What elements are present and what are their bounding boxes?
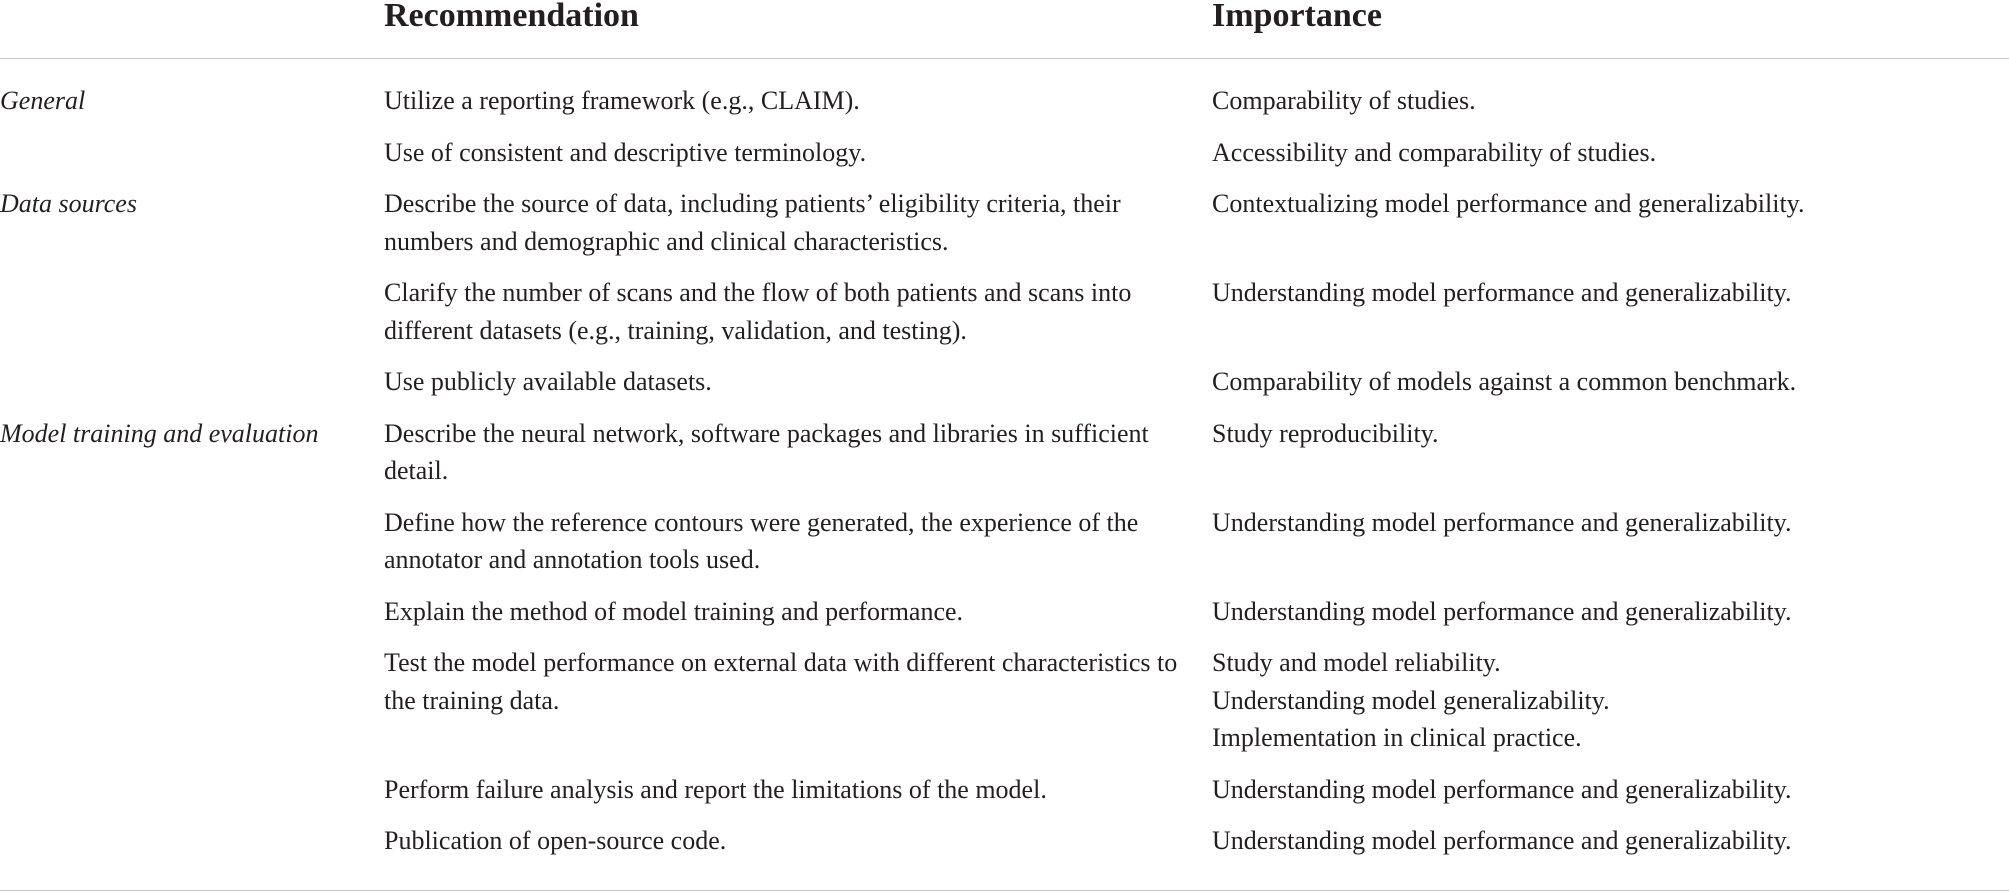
header-divider bbox=[0, 58, 2009, 59]
recommendation-cell: Clarify the number of scans and the flow of both patients and scans into different datasets (e.g., training, validation, and testing). bbox=[384, 278, 1132, 345]
importance-column-header: Importance bbox=[1212, 0, 1382, 34]
section-label bbox=[0, 593, 384, 631]
section-label: Data sources bbox=[0, 189, 137, 218]
importance-line: Understanding model performance and generalizability. bbox=[1212, 507, 1792, 537]
section-label bbox=[0, 363, 384, 401]
section-label: Model training and evaluation bbox=[0, 418, 319, 448]
importance-line: Understanding model generalizability. bbox=[1212, 685, 1610, 715]
importance-line: Study and model reliability. bbox=[1212, 648, 1501, 677]
importance-line: Understanding model performance and generalizability. bbox=[1212, 278, 1792, 307]
importance-line: Accessibility and comparability of studies. bbox=[1212, 137, 1657, 167]
importance-line: Comparability of models against a common benchmark. bbox=[1212, 367, 1797, 396]
importance-line: Contextualizing model performance and generalizability. bbox=[1212, 189, 1805, 218]
section-label bbox=[0, 504, 384, 579]
recommendation-cell: Test the model performance on external data with different characteristics to the training data. bbox=[384, 648, 1178, 715]
importance-cell bbox=[1212, 822, 2009, 860]
importance-cell bbox=[1212, 771, 2009, 809]
importance-line: Understanding model performance and generalizability. bbox=[1212, 774, 1792, 804]
importance-cell bbox=[1212, 134, 2009, 172]
importance-cell bbox=[1212, 593, 2009, 631]
importance-cell bbox=[1212, 415, 2009, 490]
importance-cell bbox=[1212, 82, 2009, 120]
section-label bbox=[0, 822, 384, 860]
importance-line: Study reproducibility. bbox=[1212, 418, 1439, 448]
section-label bbox=[0, 134, 384, 172]
importance-line: Understanding model performance and generalizability. bbox=[1212, 826, 1792, 855]
recommendation-cell: Utilize a reporting framework (e.g., CLAIM). bbox=[384, 86, 860, 115]
section-label bbox=[0, 274, 384, 349]
importance-line: Comparability of studies. bbox=[1212, 86, 1476, 115]
recommendation-cell: Use of consistent and descriptive terminology. bbox=[384, 137, 867, 167]
section-label: General bbox=[0, 86, 86, 115]
importance-line: Implementation in clinical practice. bbox=[1212, 723, 1582, 752]
importance-cell bbox=[1212, 504, 2009, 579]
recommendation-column-header: Recommendation bbox=[384, 0, 639, 34]
recommendation-cell: Perform failure analysis and report the limitations of the model. bbox=[384, 774, 1047, 804]
recommendation-cell: Describe the neural network, software packages and libraries in sufficient detail. bbox=[384, 418, 1149, 485]
importance-line: Understanding model performance and generalizability. bbox=[1212, 596, 1792, 626]
recommendation-cell: Publication of open-source code. bbox=[384, 826, 727, 855]
recommendation-cell: Explain the method of model training and performance. bbox=[384, 596, 964, 626]
recommendation-cell: Define how the reference contours were generated, the experience of the annotator and annotation tools used. bbox=[384, 507, 1139, 574]
importance-cell bbox=[1212, 363, 2009, 401]
recommendation-cell: Describe the source of data, including patients’ eligibility criteria, their numbers and demographic and clinical characteristics. bbox=[384, 189, 1121, 256]
recommendation-cell: Use publicly available datasets. bbox=[384, 367, 712, 396]
section-label bbox=[0, 771, 384, 809]
importance-cell bbox=[1212, 644, 2009, 757]
table-body bbox=[0, 82, 2009, 860]
bottom-divider bbox=[0, 890, 2009, 891]
importance-cell bbox=[1212, 185, 2009, 260]
section-label bbox=[0, 644, 384, 757]
importance-cell bbox=[1212, 274, 2009, 349]
